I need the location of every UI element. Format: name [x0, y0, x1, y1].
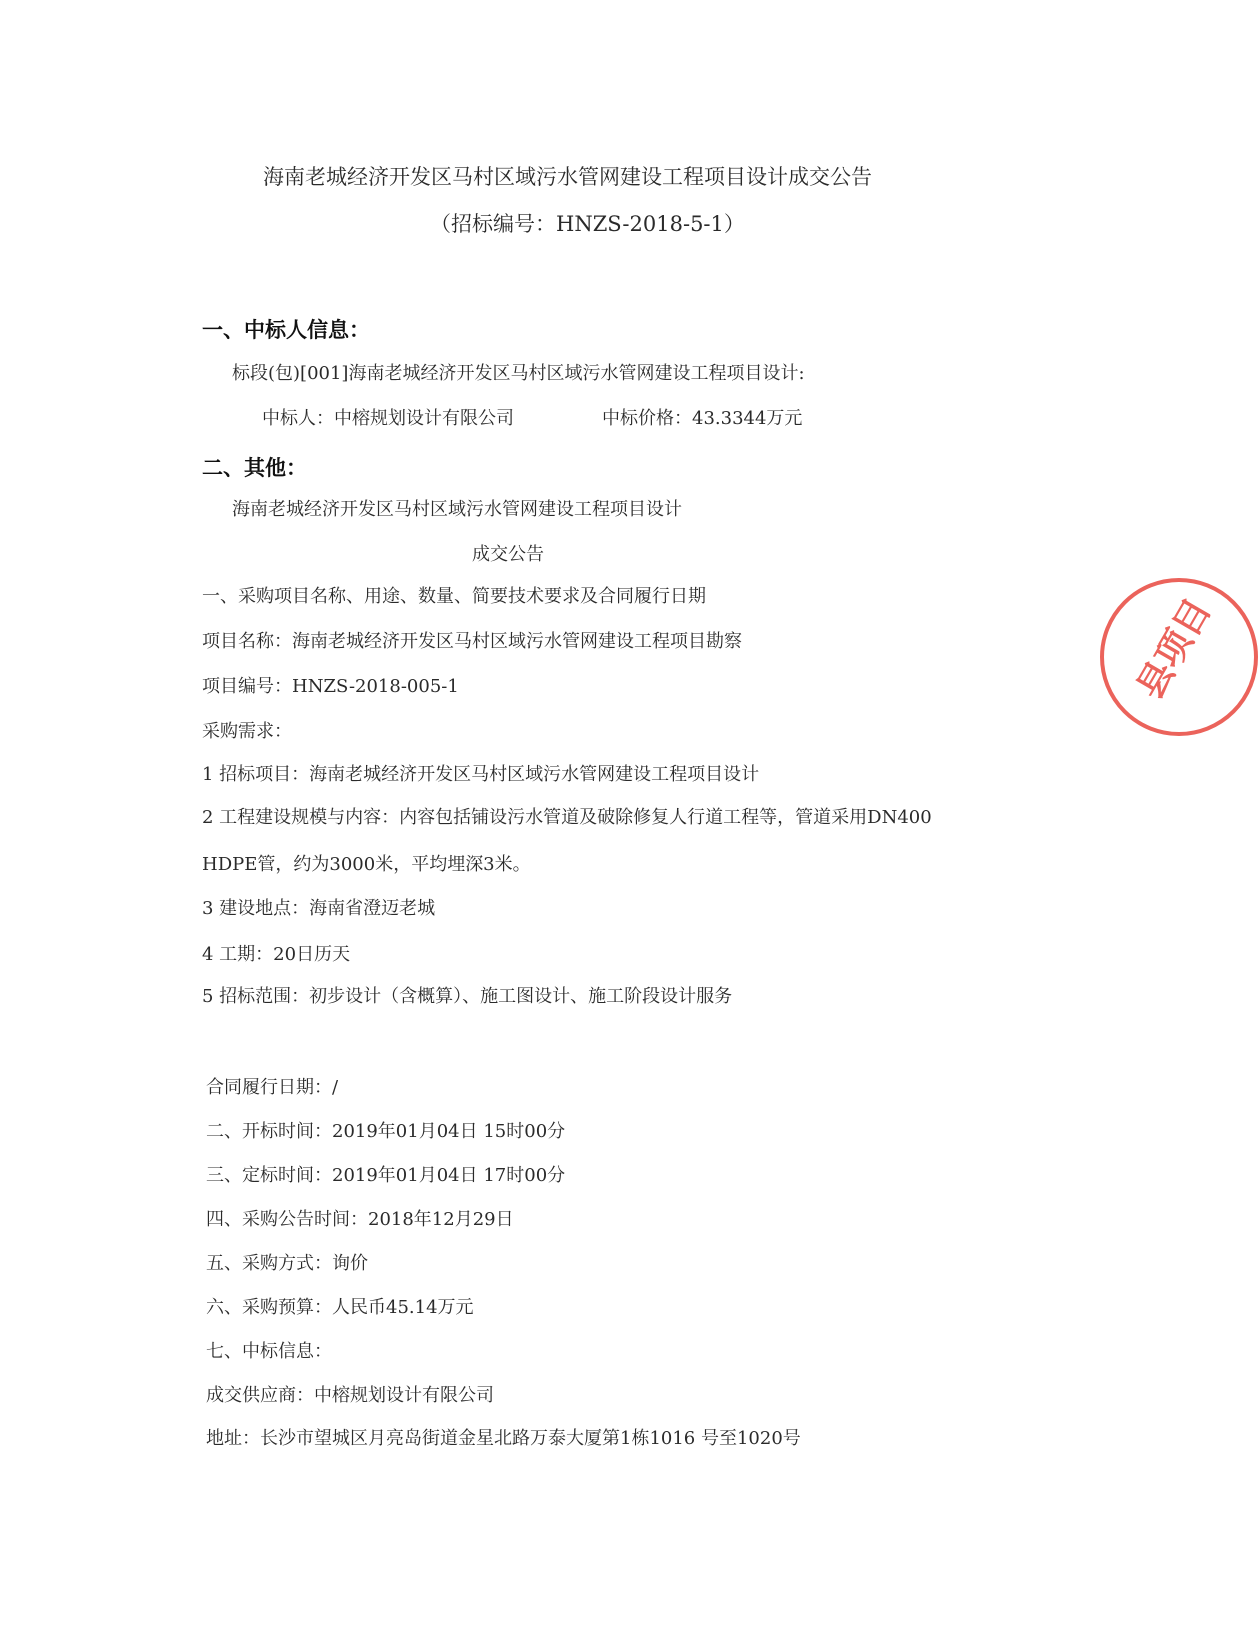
text-line: 1 招标项目：海南老城经济开发区马村区域污水管网建设工程项目设计 [202, 764, 760, 785]
text-line: 二、开标时间：2019年01月04日 15时00分 [206, 1121, 566, 1142]
doc-title: 海南老城经济开发区马村区域污水管网建设工程项目设计成交公告 [263, 165, 872, 189]
winning-price: 中标价格：43.3344万元 [602, 408, 803, 429]
text-line: 六、采购预算：人民币45.14万元 [206, 1297, 474, 1318]
text-line: 3 建设地点：海南省澄迈老城 [202, 898, 436, 919]
winner-name: 中标人：中榕规划设计有限公司 [262, 408, 514, 429]
section-heading-other: 二、其他： [202, 456, 307, 480]
text-line: 一、采购项目名称、用途、数量、简要技术要求及合同履行日期 [202, 586, 706, 607]
text-line: 5 招标范围：初步设计（含概算）、施工图设计、施工阶段设计服务 [202, 986, 733, 1007]
text-line: 地址：长沙市望城区月亮岛街道金星北路万泰大厦第1栋1016 号至1020号 [206, 1428, 801, 1449]
notice-subtitle: 海南老城经济开发区马村区域污水管网建设工程项目设计 [232, 499, 682, 520]
red-seal-stamp [1100, 578, 1258, 736]
text-line: 五、采购方式：询价 [206, 1253, 368, 1274]
text-line: 4 工期：20日历天 [202, 944, 351, 965]
notice-subtitle-2: 成交公告 [472, 544, 544, 565]
text-line: 采购需求： [202, 721, 292, 742]
lot-line: 标段(包)[001]海南老城经济开发区马村区域污水管网建设工程项目设计: [232, 363, 805, 384]
text-line: 七、中标信息： [206, 1341, 332, 1362]
seal-text: 县项目 [1128, 591, 1220, 707]
text-line: 项目编号：HNZS-2018-005-1 [202, 676, 459, 697]
section-heading-winner: 一、中标人信息： [202, 318, 370, 342]
text-line: 成交供应商：中榕规划设计有限公司 [206, 1385, 494, 1406]
text-line: 合同履行日期：/ [206, 1077, 339, 1098]
text-line: 2 工程建设规模与内容：内容包括铺设污水管道及破除修复人行道工程等，管道采用DN400 [202, 807, 932, 828]
text-line: 四、采购公告时间：2018年12月29日 [206, 1209, 514, 1230]
text-line: 三、定标时间：2019年01月04日 17时00分 [206, 1165, 566, 1186]
text-line: HDPE管，约为3000米，平均埋深3米。 [202, 854, 531, 875]
bid-number: （招标编号：HNZS-2018-5-1） [430, 212, 745, 236]
text-line: 项目名称：海南老城经济开发区马村区域污水管网建设工程项目勘察 [202, 631, 742, 652]
